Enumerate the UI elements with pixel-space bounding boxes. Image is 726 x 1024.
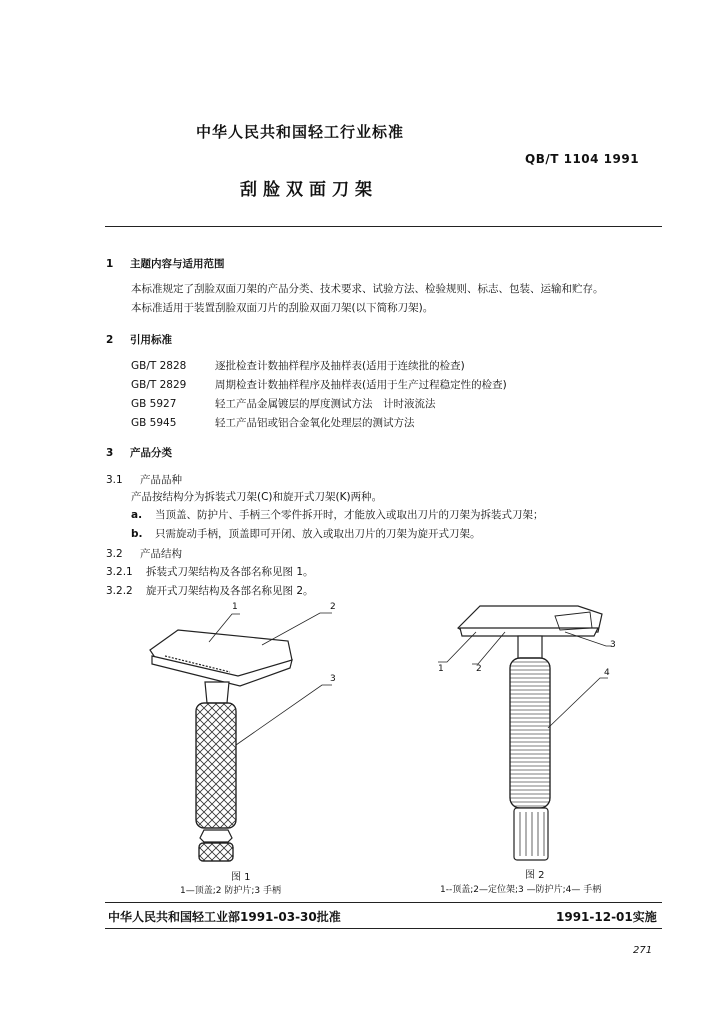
figure-1-razor	[150, 613, 332, 861]
reference-title: 逐批检查计数抽样程序及抽样表(适用于连续批的检查)	[215, 360, 465, 372]
fig2-callout-3: 3	[610, 640, 616, 650]
page-number: 271	[633, 945, 653, 956]
fig2-neck	[518, 636, 542, 658]
section-number: 1	[106, 258, 114, 270]
reference-code: GB 5927	[131, 398, 177, 410]
reference-title: 轻工产品铝或铝合金氧化处理层的测试方法	[215, 417, 415, 429]
fig1-callout-1: 1	[232, 602, 238, 612]
fig2-base	[514, 808, 548, 860]
footer-rule	[105, 902, 662, 903]
list-text: 当顶盖、防护片、手柄三个零件拆开时，才能放入或取出刀片的刀架为拆装式刀架；	[155, 509, 544, 521]
section-number: 3	[106, 447, 114, 459]
subsection-number: 3.2.2	[106, 585, 133, 597]
section-1-para-1: 本标准规定了刮脸双面刀架的产品分类、技术要求、试验方法、检验规则、标志、包装、运输和贮存。	[131, 283, 604, 295]
reference-code: GB/T 2828	[131, 360, 187, 372]
section-1-para-2: 本标准适用于装置刮脸双面刀片的刮脸双面刀架(以下简称刀架)。	[131, 302, 434, 314]
subsection-title: 产品结构	[140, 548, 182, 560]
subsection-number: 3.2.1	[106, 566, 133, 578]
fig1-callout-3: 3	[330, 674, 336, 684]
fig1-callout-2: 2	[330, 602, 336, 612]
approval-line: 中华人民共和国轻工业部1991-03-30批准	[108, 910, 341, 924]
document-title: 刮脸双面刀架	[240, 180, 378, 200]
reference-code: GB 5945	[131, 417, 177, 429]
list-marker: b.	[131, 528, 143, 540]
implementation-date: 1991-12-01实施	[556, 910, 657, 924]
reference-title: 轻工产品金属镀层的厚度测试方法 计时液流法	[215, 398, 436, 410]
fig2-callout-1: 1	[438, 664, 444, 674]
list-marker: a.	[131, 509, 143, 521]
fig1-legend: 1—顶盖;2 防护片;3 手柄	[180, 886, 281, 896]
fig2-callout-2: 2	[476, 664, 482, 674]
fig1-caption: 图 1	[231, 872, 251, 883]
subsection-number: 3.1	[106, 474, 123, 486]
standard-code: QB/T 1104 1991	[525, 152, 640, 166]
fig2-handle	[510, 658, 550, 808]
fig1-handle	[196, 703, 236, 828]
section-title: 产品分类	[130, 447, 172, 459]
subsection-text: 旋开式刀架结构及各部名称见图 2。	[146, 585, 314, 597]
reference-title: 周期检查计数抽样程序及抽样表(适用于生产过程稳定性的检查)	[215, 379, 507, 391]
subsection-number: 3.2	[106, 548, 123, 560]
section-number: 2	[106, 334, 114, 346]
section-title: 主题内容与适用范围	[130, 258, 225, 270]
fig1-neck	[205, 682, 229, 703]
list-text: 只需旋动手柄，顶盖即可开闭、放入或取出刀片的刀架为旋开式刀架。	[155, 528, 481, 540]
org-title: 中华人民共和国轻工行业标准	[196, 123, 405, 141]
subsection-3-1-text: 产品按结构分为拆装式刀架(C)和旋开式刀架(K)两种。	[131, 491, 383, 503]
fig2-callout-4: 4	[604, 668, 610, 678]
fig1-knob	[200, 830, 232, 842]
subsection-text: 拆装式刀架结构及各部名称见图 1。	[146, 566, 314, 578]
figure-2-razor	[438, 606, 612, 860]
section-title: 引用标准	[130, 334, 172, 346]
reference-code: GB/T 2829	[131, 379, 187, 391]
fig2-legend: 1--顶盖;2—定位架;3 —防护片;4— 手柄	[440, 885, 602, 895]
fig2-caption: 图 2	[525, 870, 545, 881]
subsection-title: 产品品种	[140, 474, 182, 486]
footer-bottom-rule	[105, 928, 662, 929]
